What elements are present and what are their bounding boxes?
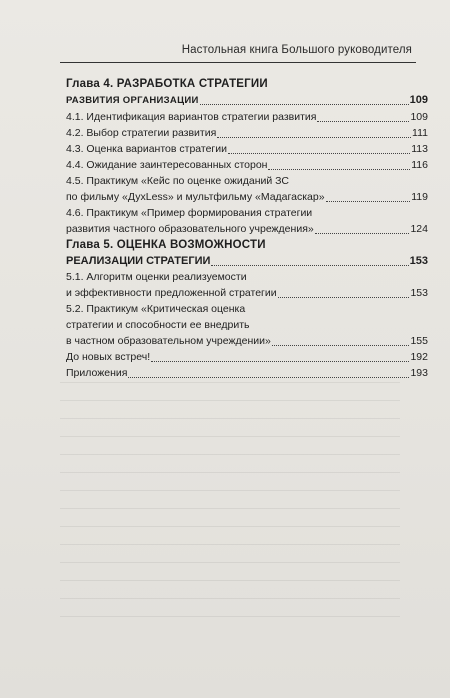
entry-title: 4.1. Идентификация вариантов стратегии развития xyxy=(66,111,317,123)
leader-dots xyxy=(217,137,411,138)
leader-dots xyxy=(317,121,409,122)
toc-entry-4-3 xyxy=(66,141,428,157)
header-rule xyxy=(60,62,416,63)
leader-dots xyxy=(268,169,410,170)
page-number: 153 xyxy=(409,255,428,267)
toc-entry-5-2 xyxy=(66,333,428,349)
leader-dots xyxy=(228,153,410,154)
chapter-4-title: Глава 4. РАЗРАБОТКА СТРАТЕГИИ xyxy=(66,78,268,90)
page-number: 155 xyxy=(410,335,428,347)
toc-entry-4-6 xyxy=(66,221,428,237)
chapter-5-entry xyxy=(66,253,428,269)
table-of-contents xyxy=(66,76,428,381)
page-number: 109 xyxy=(410,111,428,123)
page-number: 124 xyxy=(410,223,428,235)
page-number: 192 xyxy=(410,351,428,363)
chapter-4-subtitle: РАЗВИТИЯ ОРГАНИЗАЦИИ xyxy=(66,95,199,106)
entry-title: 4.4. Ожидание заинтересованных сторон xyxy=(66,159,268,171)
page-number: 111 xyxy=(412,127,428,139)
toc-entry-5-1-line1: 5.1. Алгоритм оценки реализуемости xyxy=(66,271,247,283)
entry-title: Приложения xyxy=(66,367,128,379)
entry-title: До новых встреч! xyxy=(66,351,151,363)
chapter-5-title: Глава 5. ОЦЕНКА ВОЗМОЖНОСТИ xyxy=(66,239,266,251)
leader-dots xyxy=(211,265,408,266)
page-number: 119 xyxy=(411,191,428,203)
toc-entry-5-1 xyxy=(66,285,428,301)
entry-title: развития частного образовательного учреждения» xyxy=(66,223,314,235)
leader-dots xyxy=(151,361,409,362)
chapter-5-subtitle: РЕАЛИЗАЦИИ СТРАТЕГИИ xyxy=(66,255,211,267)
page-number: 116 xyxy=(411,159,428,171)
toc-entry-4-4 xyxy=(66,157,428,173)
toc-entry-4-1 xyxy=(66,109,428,125)
leader-dots xyxy=(200,104,409,105)
leader-dots xyxy=(272,345,410,346)
toc-entry-5-2-line1: 5.2. Практикум «Критическая оценка xyxy=(66,303,246,315)
page-number: 113 xyxy=(411,143,428,155)
entry-title: в частном образовательном учреждении» xyxy=(66,335,271,347)
entry-title: 4.3. Оценка вариантов стратегии xyxy=(66,143,227,155)
leader-dots xyxy=(315,233,410,234)
chapter-4-entry xyxy=(66,92,428,109)
toc-entry-farewell xyxy=(66,349,428,365)
toc-entry-4-2 xyxy=(66,125,428,141)
page-number: 193 xyxy=(410,367,428,379)
entry-title: и эффективности предложенной стратегии xyxy=(66,287,277,299)
leader-dots xyxy=(278,297,410,298)
toc-entry-4-5 xyxy=(66,189,428,205)
page-number: 153 xyxy=(410,287,428,299)
toc-entry-4-6-line1: 4.6. Практикум «Пример формирования стратегии xyxy=(66,207,313,219)
entry-title: по фильму «ДухLess» и мультфильму «Мадагаскар» xyxy=(66,191,325,203)
running-head: Настольная книга Большого руководителя xyxy=(181,44,412,56)
toc-entry-5-2-line2: стратегии и способности ее внедрить xyxy=(66,319,250,331)
page-number: 109 xyxy=(409,94,428,106)
leader-dots xyxy=(326,201,411,202)
entry-title: 4.2. Выбор стратегии развития xyxy=(66,127,217,139)
toc-entry-4-5-line1: 4.5. Практикум «Кейс по оценке ожиданий ЗС xyxy=(66,175,289,187)
show-through-text xyxy=(60,370,400,620)
